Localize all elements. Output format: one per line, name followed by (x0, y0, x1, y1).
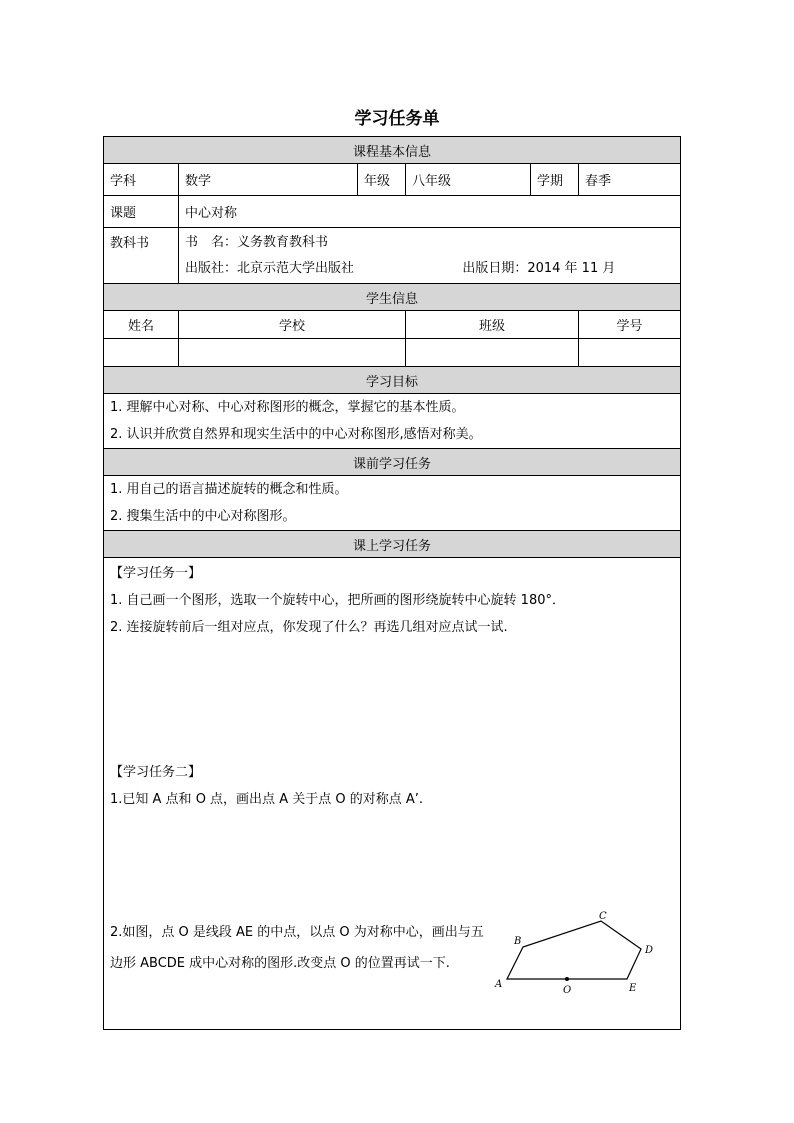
publisher-label: 出版社： (185, 261, 238, 276)
pre-task-item: 1. 用自己的语言描述旋转的概念和性质。 (110, 482, 348, 497)
label-b: B (514, 936, 522, 947)
task2-item: 2.如图，点 O 是线段 AE 的中点，以点 O 为对称中心，画出与五边形 ABCDE 成中心对称的图形.改变点 O 的位置再试一下. (110, 925, 484, 971)
task2-figure-block (110, 909, 674, 1029)
goal-item: 1. 理解中心对称、中心对称图形的概念，掌握它的基本性质。 (110, 400, 465, 415)
subject-label: 学科 (104, 164, 179, 196)
publisher-value: 北京示范大学出版社 (237, 261, 355, 276)
goal-item: 2. 认识并欣赏自然界和现实生活中的中心对称图形,感悟对称美。 (110, 427, 482, 442)
section-student-info: 学生信息 (104, 284, 681, 311)
pre-task-item: 2. 搜集生活中的中心对称图形。 (110, 509, 296, 524)
textbook-info (179, 228, 681, 284)
col-class: 班级 (406, 311, 579, 339)
col-student-id: 学号 (579, 311, 681, 339)
label-o: O (563, 985, 572, 996)
book-name-line (185, 230, 674, 256)
page-title: 学习任务单 (354, 109, 440, 129)
point-o (565, 977, 569, 981)
grade-value: 八年级 (406, 164, 531, 196)
book-name-value: 义务教育教科书 (237, 235, 329, 250)
answer-space[interactable] (110, 641, 674, 759)
label-a: A (495, 979, 503, 990)
task1-title: 【学习任务一】 (110, 566, 202, 581)
in-class-tasks (104, 558, 681, 1030)
col-name: 姓名 (104, 311, 179, 339)
topic-label: 课题 (104, 196, 179, 228)
name-input-cell[interactable] (104, 339, 179, 367)
school-input-cell[interactable] (179, 339, 406, 367)
publisher-line (185, 256, 674, 282)
goals-list (104, 394, 681, 449)
section-goals: 学习目标 (104, 367, 681, 394)
pentagon-abcde (507, 921, 641, 979)
pentagon-figure (489, 909, 674, 999)
task1-item: 2. 连接旋转前后一组对应点，你发现了什么？再选几组对应点试一试. (110, 620, 508, 635)
book-name-label: 书 名： (185, 235, 238, 250)
answer-space[interactable] (110, 813, 674, 909)
section-pre-class-tasks: 课前学习任务 (104, 449, 681, 476)
student-id-input-cell[interactable] (579, 339, 681, 367)
grade-label: 年级 (358, 164, 406, 196)
task-sheet-table (103, 136, 681, 1030)
task2-title: 【学习任务二】 (110, 765, 202, 780)
label-c: C (599, 911, 607, 922)
pub-date-label: 出版日期： (462, 261, 528, 276)
label-e: E (629, 983, 637, 994)
task2-item: 1.已知 A 点和 O 点，画出点 A 关于点 O 的对称点 A’. (110, 792, 424, 807)
pre-tasks-list (104, 476, 681, 531)
subject-value: 数学 (179, 164, 358, 196)
term-value: 春季 (579, 164, 681, 196)
section-basic-info: 课程基本信息 (104, 137, 681, 164)
pub-date-value: 2014 年 11 月 (527, 261, 616, 276)
col-school: 学校 (179, 311, 406, 339)
task1-item: 1. 自己画一个图形，选取一个旋转中心，把所画的图形绕旋转中心旋转 180°． (110, 593, 565, 608)
class-input-cell[interactable] (406, 339, 579, 367)
section-in-class-tasks: 课上学习任务 (104, 531, 681, 558)
label-d: D (645, 945, 654, 956)
topic-value: 中心对称 (179, 196, 681, 228)
textbook-label: 教科书 (104, 228, 179, 284)
term-label: 学期 (531, 164, 579, 196)
